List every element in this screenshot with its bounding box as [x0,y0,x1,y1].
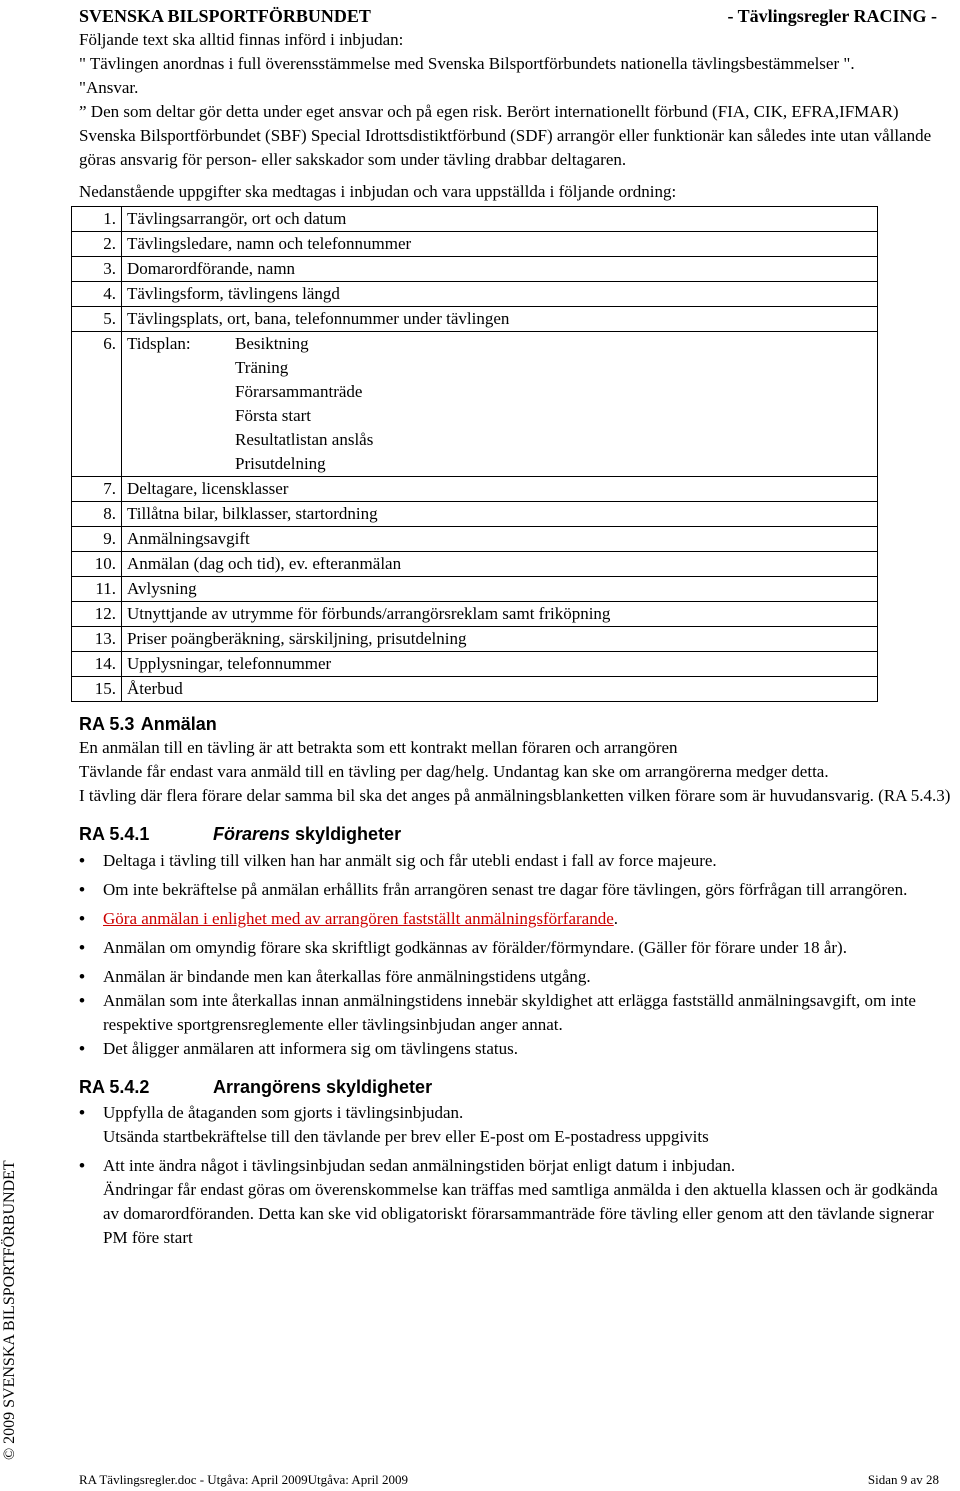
table-row [72,577,878,602]
list-item-line: Utsända startbekräftelse till den tävlande per brev eller E-post om E-postadress uppgivits [103,1127,709,1146]
list-item [79,1101,957,1149]
table-row [72,232,878,257]
ansvar-text: ” Den som deltar gör detta under eget ansvar och på egen risk. Berört internationellt förbund (FIA, CIK, EFRA,IFMAR) Svenska Bilsportförbundet (SBF) Special Idrottsdistiktförbund (SDF) arrangör eller funktionär kan således inte utan vållande göras ansvarig för person- eller sakskador som under tävling drabbar deltagaren. [79,102,932,169]
table-row [72,527,878,552]
item-num: 11. [72,577,122,602]
table-row [72,282,878,307]
schedule-entry: Första start [235,406,312,425]
footer-page-number: Sidan 9 av 28 [867,1472,939,1487]
schedule-label: Tidsplan: [127,334,191,353]
item-num: 13. [72,627,122,652]
schedule-entry: Prisutdelning [235,454,326,473]
section-title: skyldigheter [290,824,402,844]
section-title: Arrangörens skyldigheter [213,1077,433,1097]
item-text: Återbud [122,677,878,702]
list-item-end: . [613,909,618,928]
section-heading-ra542 [79,1075,957,1099]
driver-duties-list [79,849,957,1061]
item-num: 6. [72,332,122,477]
table-row [72,602,878,627]
item-num: 15. [72,677,122,702]
header-doc-title: - Tävlingsregler RACING - [727,6,937,26]
item-text: Domarordförande, namn [122,257,878,282]
list-item: • Anmälan är bindande men kan återkallas före anmälningstidens utgång. [79,965,957,989]
item-num: 9. [72,527,122,552]
list-item-line: Ändringar får endast göras om överenskommelse kan träffas med samtliga anmälda i den aktuella klassen och är godkända av domarordföranden. Detta kan ske vid obligatoriskt förarsammanträde före tävling eller genom att den tävlande signerar PM före start [103,1180,938,1247]
item-text: Utnyttjande av utrymme för förbunds/arrangörsreklam samt friköpning [122,602,878,627]
list-item: • Om inte bekräftelse på anmälan erhållits från arrangören senast tre dagar före tävlingen, görs förfrågan till arrangören. [79,878,957,902]
list-item [79,907,957,931]
schedule-cell [122,332,878,477]
copyright-vertical: © 2009 SVENSKA BILSPORTFÖRBUNDET [1,1160,18,1460]
ra53-paragraph: I tävling där flera förare delar samma bil ska det anges på anmälningsblanketten vilken förare som är huvudansvarig. (RA 5.4.3) [79,786,951,805]
item-num: 8. [72,502,122,527]
page-header [79,4,957,28]
list-item: • Deltaga i tävling till vilken han har anmält sig och får utebli endast i fall av force majeure. [79,849,957,873]
item-text: Anmälningsavgift [122,527,878,552]
section-heading-ra53 [79,712,957,736]
document-page [79,4,957,1255]
ra53-paragraph: En anmälan till en tävling är att betrakta som ett kontrakt mellan föraren och arrangören [79,738,678,757]
order-intro: Nedanstående uppgifter ska medtagas i inbjudan och vara uppställda i följande ordning: [79,182,677,201]
table-row [72,627,878,652]
page-footer [79,1472,939,1488]
schedule-entries [235,332,373,476]
table-row [72,477,878,502]
organizer-duties-list [79,1101,957,1250]
item-num: 5. [72,307,122,332]
footer-filename: RA Tävlingsregler.doc - Utgåva: April 2009Utgåva: April 2009 [79,1472,409,1487]
intro-quote: " Tävlingen anordnas i full överensstämmelse med Svenska Bilsportförbundets nationella tävlingsbestämmelser ". [79,54,855,73]
section-code: RA 5.4.1 [79,824,150,844]
item-text: Tävlingsarrangör, ort och datum [122,207,878,232]
schedule-entry: Besiktning [235,334,309,353]
item-num: 1. [72,207,122,232]
entry-procedure-link[interactable]: Göra anmälan i enlighet med av arrangören fastställt anmälningsförfarande [103,909,614,928]
ansvar-title: "Ansvar. [79,78,139,97]
item-num: 3. [72,257,122,282]
item-text: Deltagare, licensklasser [122,477,878,502]
item-num: 14. [72,652,122,677]
schedule-entry: Träning [235,358,289,377]
item-text: Tävlingsform, tävlingens längd [122,282,878,307]
table-row [72,552,878,577]
section-heading-ra541 [79,822,957,846]
section-code: RA 5.3 [79,714,135,734]
section-title-italic: Förarens [213,824,291,844]
item-text: Upplysningar, telefonnummer [122,652,878,677]
item-num: 4. [72,282,122,307]
item-text: Tillåtna bilar, bilklasser, startordning [122,502,878,527]
invitation-items-table [71,206,878,702]
item-text: Priser poängberäkning, särskiljning, prisutdelning [122,627,878,652]
schedule-entry: Resultatlistan anslås [235,430,374,449]
section-title: Anmälan [140,714,217,734]
intro-line: Följande text ska alltid finnas införd i inbjudan: [79,30,404,49]
list-item-line: • Att inte ändra något i tävlingsinbjudan sedan anmälningstiden börjat enligt datum i inbjudan. [103,1156,736,1175]
schedule-entry: Förarsammanträde [235,382,363,401]
list-item: • Anmälan som inte återkallas innan anmälningstidens innebär skyldighet att erlägga fastställd anmälningsavgift, om inte respektive sportgrensreglemente eller tävlingsinbjudan anger annat. [79,989,957,1037]
item-num: 12. [72,602,122,627]
list-item-line: • Uppfylla de åtaganden som gjorts i tävlingsinbjudan. [103,1103,464,1122]
item-num: 2. [72,232,122,257]
list-item [79,1154,957,1250]
ra53-paragraph: Tävlande får endast vara anmäld till en tävling per dag/helg. Undantag kan ske om arrangörerna medger detta. [79,762,829,781]
table-row-schedule [72,332,878,477]
item-num: 7. [72,477,122,502]
item-text: Tävlingsledare, namn och telefonnummer [122,232,878,257]
table-row [72,652,878,677]
table-row [72,502,878,527]
section-code: RA 5.4.2 [79,1077,150,1097]
list-item: • Det åligger anmälaren att informera sig om tävlingens status. [79,1037,957,1061]
item-num: 10. [72,552,122,577]
item-text: Avlysning [122,577,878,602]
table-row [72,677,878,702]
item-text: Anmälan (dag och tid), ev. efteranmälan [122,552,878,577]
table-row [72,207,878,232]
item-text: Tävlingsplats, ort, bana, telefonnummer under tävlingen [122,307,878,332]
header-org: SVENSKA BILSPORTFÖRBUNDET [79,6,371,26]
list-item: • Anmälan om omyndig förare ska skriftligt godkännas av förälder/förmyndare. (Gäller för förare under 18 år). [79,936,957,960]
table-row [72,307,878,332]
table-row [72,257,878,282]
